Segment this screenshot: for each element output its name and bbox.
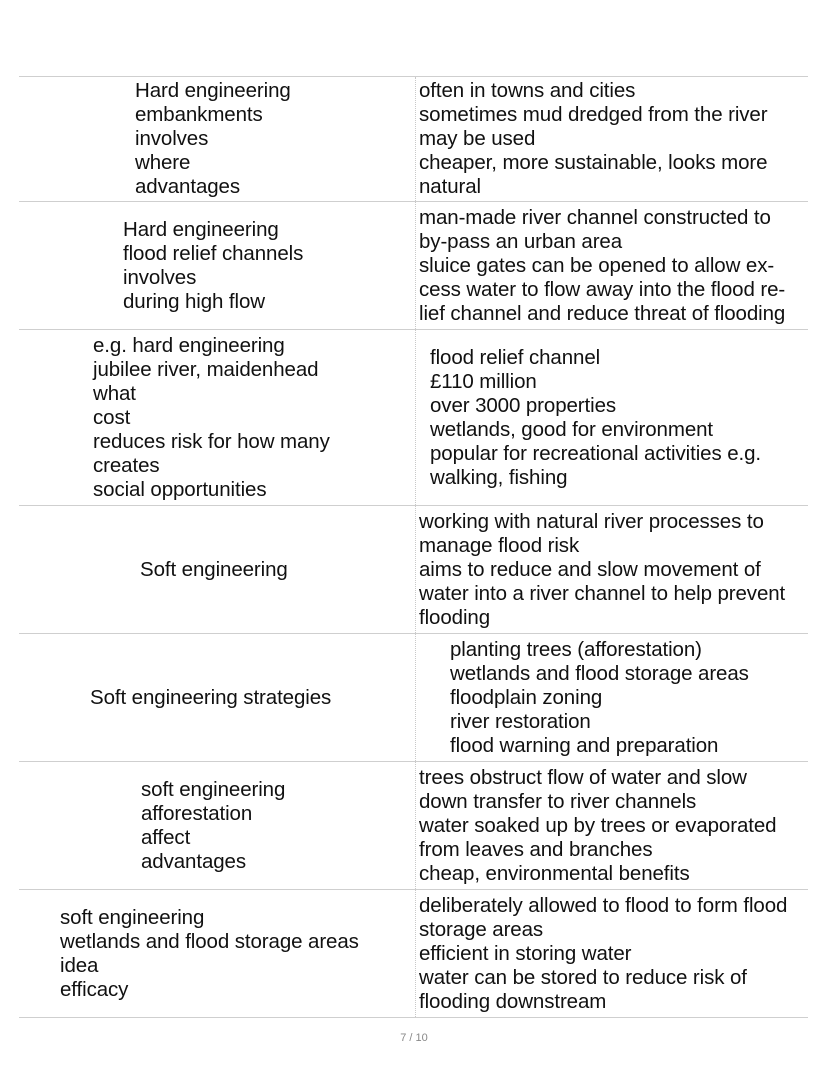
card-front [19, 506, 416, 633]
front-line: flood relief channels [123, 241, 304, 265]
card-front [19, 890, 416, 1017]
card-front [19, 202, 416, 329]
back-line: may be used [419, 127, 536, 150]
card-back-text [450, 638, 749, 758]
front-line: involves [123, 265, 197, 289]
card-back-text [419, 206, 785, 326]
back-line: water soaked up by trees or evaporated [419, 813, 777, 837]
back-line: flooding [419, 605, 491, 629]
front-line: cost [93, 405, 131, 429]
back-line: often in towns and cities [419, 79, 636, 102]
front-line: jubilee river, maidenhead [93, 357, 319, 381]
flashcard-row [19, 506, 808, 634]
front-line: soft engineering [60, 905, 205, 929]
card-front [19, 762, 416, 889]
back-line: popular for recreational activities e.g. [430, 441, 762, 465]
back-line: planting trees (afforestation) [450, 637, 702, 661]
card-back [416, 506, 808, 633]
flashcard-row [19, 634, 808, 762]
card-back [416, 330, 808, 505]
back-line: cheap, environmental benefits [419, 861, 690, 885]
card-back-text [430, 346, 761, 490]
back-line: manage flood risk [419, 533, 580, 557]
back-line: water can be stored to reduce risk of [419, 965, 747, 989]
card-front-text [90, 686, 331, 710]
card-back [416, 634, 808, 761]
back-line: wetlands and flood storage areas [450, 661, 749, 685]
front-line: Hard engineering [135, 79, 291, 102]
back-line: river restoration [450, 709, 591, 733]
front-line: e.g. hard engineering [93, 333, 285, 357]
back-line: sluice gates can be opened to allow ex- [419, 253, 775, 277]
card-front-text [140, 558, 288, 582]
front-line: embankments [135, 103, 263, 126]
front-line: advantages [141, 849, 247, 873]
card-front-text [141, 778, 285, 874]
back-line: sometimes mud dredged from the river [419, 103, 768, 126]
card-back-text [419, 766, 776, 886]
back-line: £110 million [430, 369, 537, 393]
front-line: reduces risk for how many [93, 429, 330, 453]
front-line: afforestation [141, 801, 253, 825]
front-line: affect [141, 825, 191, 849]
front-line: what [93, 381, 136, 405]
back-line: by-pass an urban area [419, 229, 623, 253]
card-front [19, 77, 416, 201]
card-back [416, 77, 808, 201]
front-line: advantages [135, 175, 241, 198]
back-line: deliberately allowed to flood to form flood [419, 893, 788, 917]
card-back [416, 202, 808, 329]
back-line: floodplain zoning [450, 685, 603, 709]
back-line: wetlands, good for environment [430, 417, 714, 441]
flashcard-row [19, 77, 808, 202]
back-line: man-made river channel constructed to [419, 205, 771, 229]
card-front-text [93, 334, 330, 502]
page-indicator: 7 / 10 [400, 1032, 428, 1044]
back-line: flooding downstream [419, 989, 607, 1013]
flashcard-table [19, 76, 808, 1018]
back-line: lief channel and reduce threat of flooding [419, 301, 786, 325]
front-line: Hard engineering [123, 217, 279, 241]
front-line: where [135, 151, 191, 174]
front-line: wetlands and flood storage areas [60, 929, 359, 953]
flashcard-row [19, 330, 808, 506]
front-line: creates [93, 453, 160, 477]
back-line: efficient in storing water [419, 941, 632, 965]
card-back [416, 762, 808, 889]
card-back-text [419, 510, 785, 630]
back-line: natural [419, 175, 481, 198]
front-line: Soft engineering strategies [90, 685, 332, 709]
back-line: aims to reduce and slow movement of [419, 557, 761, 581]
card-front-text [60, 906, 359, 1002]
front-line: during high flow [123, 289, 265, 313]
back-line: walking, fishing [430, 465, 568, 489]
flashcard-row [19, 762, 808, 890]
card-front [19, 330, 416, 505]
back-line: flood relief channel [430, 345, 601, 369]
card-front [19, 634, 416, 761]
back-line: working with natural river processes to [419, 509, 764, 533]
front-line: Soft engineering [140, 557, 288, 581]
front-line: involves [135, 127, 209, 150]
back-line: trees obstruct flow of water and slow [419, 765, 747, 789]
flashcard-row [19, 202, 808, 330]
back-line: cheaper, more sustainable, looks more [419, 151, 768, 174]
back-line: storage areas [419, 917, 544, 941]
front-line: efficacy [60, 977, 129, 1001]
back-line: cess water to flow away into the flood re- [419, 277, 786, 301]
front-line: social opportunities [93, 477, 267, 501]
back-line: over 3000 properties [430, 393, 617, 417]
back-line: down transfer to river channels [419, 789, 697, 813]
card-front-text [123, 218, 303, 314]
front-line: soft engineering [141, 777, 286, 801]
flashcard-row [19, 890, 808, 1018]
card-back [416, 890, 808, 1017]
back-line: from leaves and branches [419, 837, 653, 861]
back-line: water into a river channel to help prevent [419, 581, 786, 605]
front-line: idea [60, 953, 99, 977]
card-back-text [419, 79, 767, 199]
card-back-text [419, 894, 787, 1014]
card-front-text [135, 79, 291, 199]
back-line: flood warning and preparation [450, 733, 719, 757]
